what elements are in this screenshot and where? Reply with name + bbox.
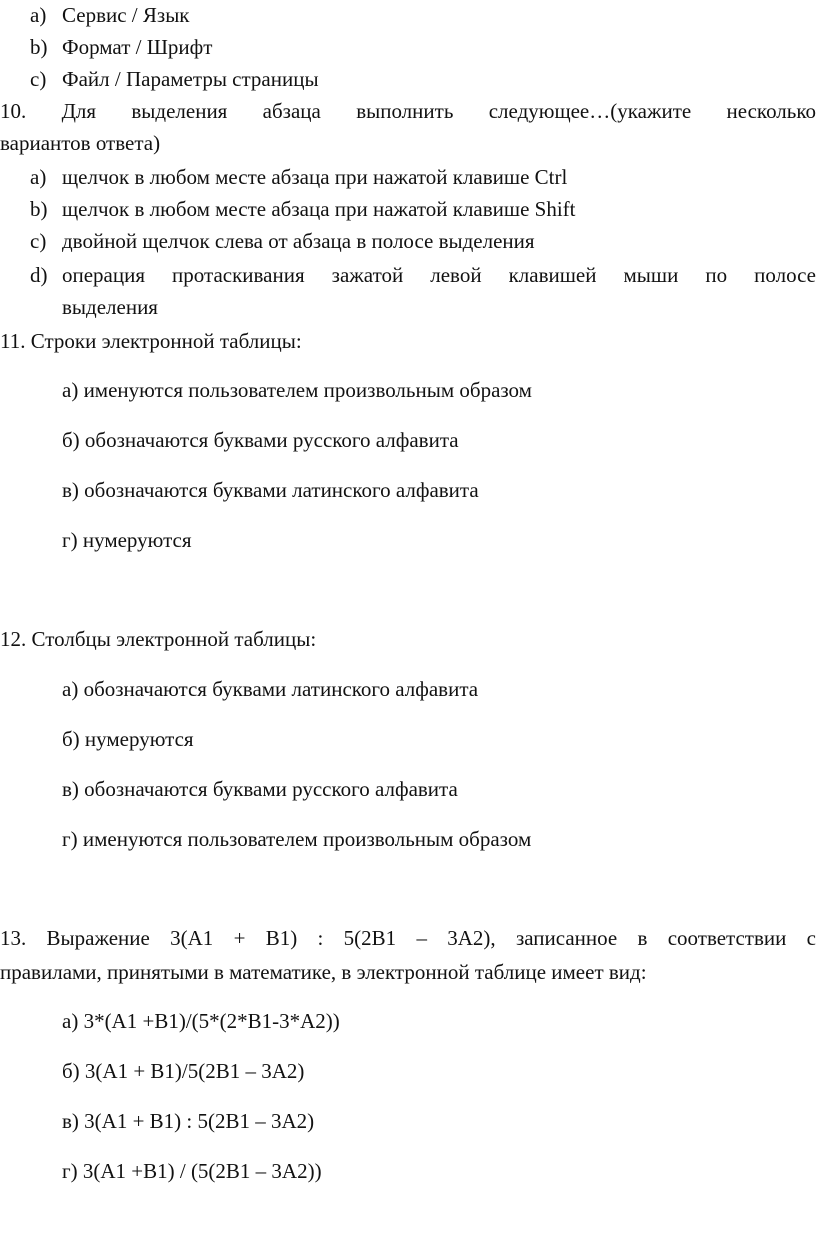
option-letter: c) [30,67,47,91]
q11-option: г) нумеруются [62,528,192,552]
q11-title: 11. Строки электронной таблицы: [0,329,302,353]
q11-option: в) обозначаются буквами латинского алфавита [62,478,479,502]
q12-title: 12. Столбцы электронной таблицы: [0,627,317,651]
q11-option: б) обозначаются буквами русского алфавита [62,428,459,452]
option-text: щелчок в любом месте абзаца при нажатой клавише Ctrl [62,165,568,189]
option-letter: c) [30,229,47,253]
option-letter: b) [30,35,48,59]
q13-option: а) 3*(А1 +В1)/(5*(2*В1-3*А2)) [62,1009,340,1033]
q13-text-line2: правилами, принятыми в математике, в электронной таблице имеет вид: [0,960,647,984]
q13-option: г) 3(А1 +В1) / (5(2В1 – 3А2)) [62,1159,322,1183]
q12-option: а) обозначаются буквами латинского алфавита [62,677,479,701]
option-text: Сервис / Язык [62,3,190,27]
q11-option: а) именуются пользователем произвольным образом [62,378,532,402]
q13-option: в) 3(А1 + В1) : 5(2В1 – 3А2) [62,1109,315,1133]
q10-option-d-cont: выделения [62,295,158,319]
q13-text-line1: 13. Выражение 3(А1 + В1) : 5(2В1 – 3А2), записанное в соответствии с [0,926,816,950]
option-text: операция протаскивания зажатой левой клавишей мыши по полосе [62,263,816,287]
q10-text-line1: 10. Для выделения абзаца выполнить следующее…(укажите несколько [0,99,816,123]
option-text: двойной щелчок слева от абзаца в полосе выделения [62,229,535,253]
option-letter: a) [30,165,47,189]
option-letter: b) [30,197,48,221]
q13-option: б) 3(А1 + В1)/5(2В1 – 3А2) [62,1059,305,1083]
option-letter: a) [30,3,47,27]
option-letter: d) [30,263,48,287]
q12-option: в) обозначаются буквами русского алфавита [62,777,458,801]
q12-option: г) именуются пользователем произвольным образом [62,827,532,851]
option-text: щелчок в любом месте абзаца при нажатой клавише Shift [62,197,576,221]
q10-text-line2: вариантов ответа) [0,131,161,155]
option-text: Файл / Параметры страницы [62,67,319,91]
q12-option: б) нумеруются [62,727,194,751]
option-text: Формат / Шрифт [62,35,213,59]
